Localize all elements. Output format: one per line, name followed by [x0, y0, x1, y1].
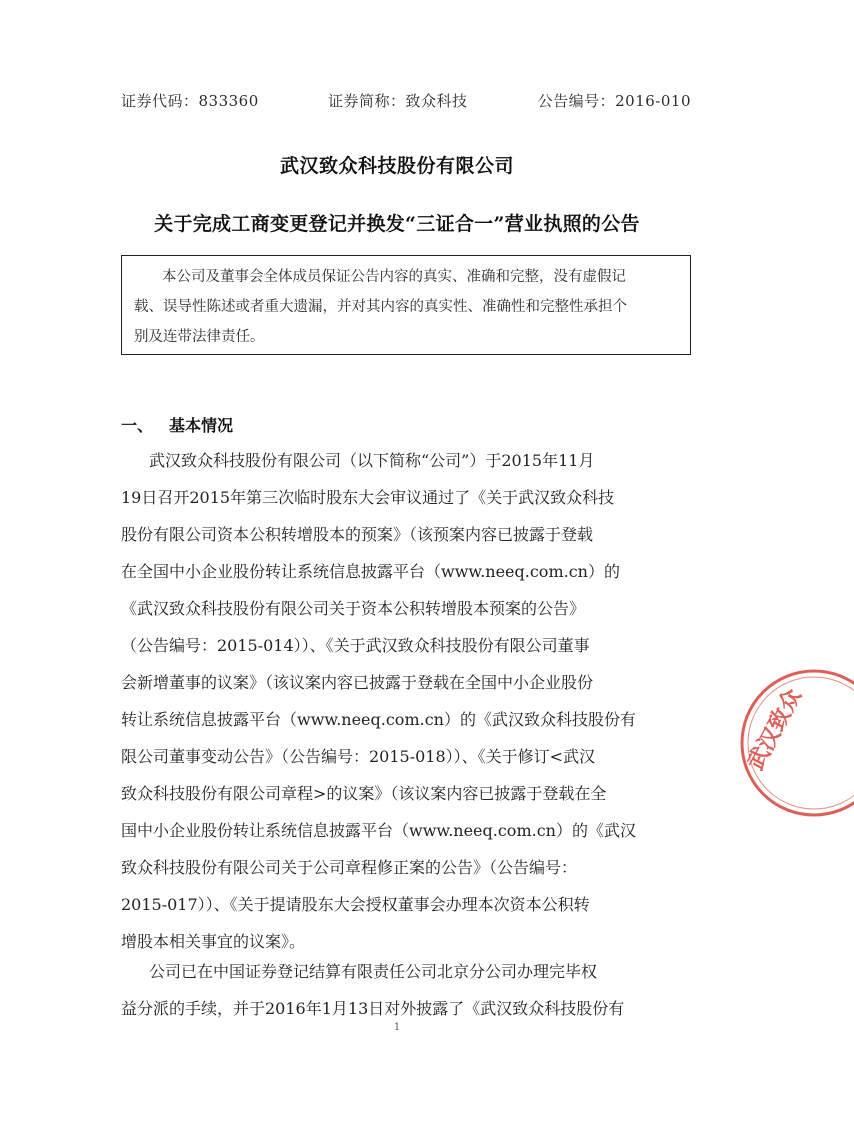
notice-line: 别及连带法律责任。 [134, 329, 265, 345]
security-code: 证券代码：833360 [121, 92, 259, 110]
page-number: 1 [393, 1022, 401, 1033]
paragraph-line: 增股本相关事宜的议案》。 [121, 932, 306, 951]
paragraph-line: 武汉致众科技股份有限公司（以下简称“公司”）于2015年11月 [149, 451, 595, 470]
paragraph-line: 限公司董事变动公告》（公告编号：2015-018））、《关于修订<武汉 [121, 747, 596, 766]
notice-line: 本公司及董事会全体成员保证公告内容的真实、准确和完整，没有虚假记 [162, 269, 626, 285]
paragraph-line: 2015-017））、《关于提请股东大会授权董事会办理本次资本公积转 [121, 895, 590, 914]
paragraph-line: 《武汉致众科技股份有限公司关于资本公积转增股本预案的公告》 [121, 599, 586, 618]
announcement-title: 关于完成工商变更登记并换发“三证合一”营业执照的公告 [154, 213, 640, 235]
section-heading [121, 413, 233, 436]
section-title: 基本情况 [169, 416, 234, 435]
paragraph-line: （公告编号：2015-014））、《关于武汉致众科技股份有限公司董事 [121, 636, 590, 655]
paragraph-line: 国中小企业股份转让系统信息披露平台（www.neeq.com.cn）的《武汉 [121, 821, 636, 840]
paragraph-line: 会新增董事的议案》（该议案内容已披露于登载在全国中小企业股份 [121, 673, 594, 692]
notice-line: 载、误导性陈述或者重大遗漏，并对其内容的真实性、准确性和完整性承担个 [134, 299, 627, 315]
paragraph-line: 益分派的手续，并于2016年1月13日对外披露了《武汉致众科技股份有 [121, 999, 625, 1018]
paragraph-line: 19日召开2015年第三次临时股东大会审议通过了《关于武汉致众科技 [121, 488, 615, 507]
security-abbreviation: 证券简称：致众科技 [328, 92, 468, 110]
paragraph-line: 在全国中小企业股份转让系统信息披露平台（www.neeq.com.cn）的 [121, 562, 620, 581]
seal-text: 武汉致众 [742, 684, 807, 775]
announcement-number: 公告编号：2016-010 [537, 92, 691, 110]
section-number: 一、 [121, 416, 154, 435]
paragraph-line: 转让系统信息披露平台（www.neeq.com.cn）的《武汉致众科技股份有 [121, 710, 636, 729]
company-title: 武汉致众科技股份有限公司 [279, 155, 514, 177]
company-seal-stamp [734, 668, 854, 818]
paragraph-line: 公司已在中国证券登记结算有限责任公司北京分公司办理完毕权 [149, 962, 598, 981]
responsibility-notice-box [121, 255, 691, 355]
paragraph-line: 致众科技股份有限公司关于公司章程修正案的公告》（公告编号： [121, 858, 578, 877]
paragraph-line: 股份有限公司资本公积转增股本的预案》（该预案内容已披露于登载 [121, 525, 594, 544]
announcement-header [121, 90, 691, 112]
paragraph-line: 致众科技股份有限公司章程>的议案》（该议案内容已披露于登载在全 [121, 784, 607, 803]
